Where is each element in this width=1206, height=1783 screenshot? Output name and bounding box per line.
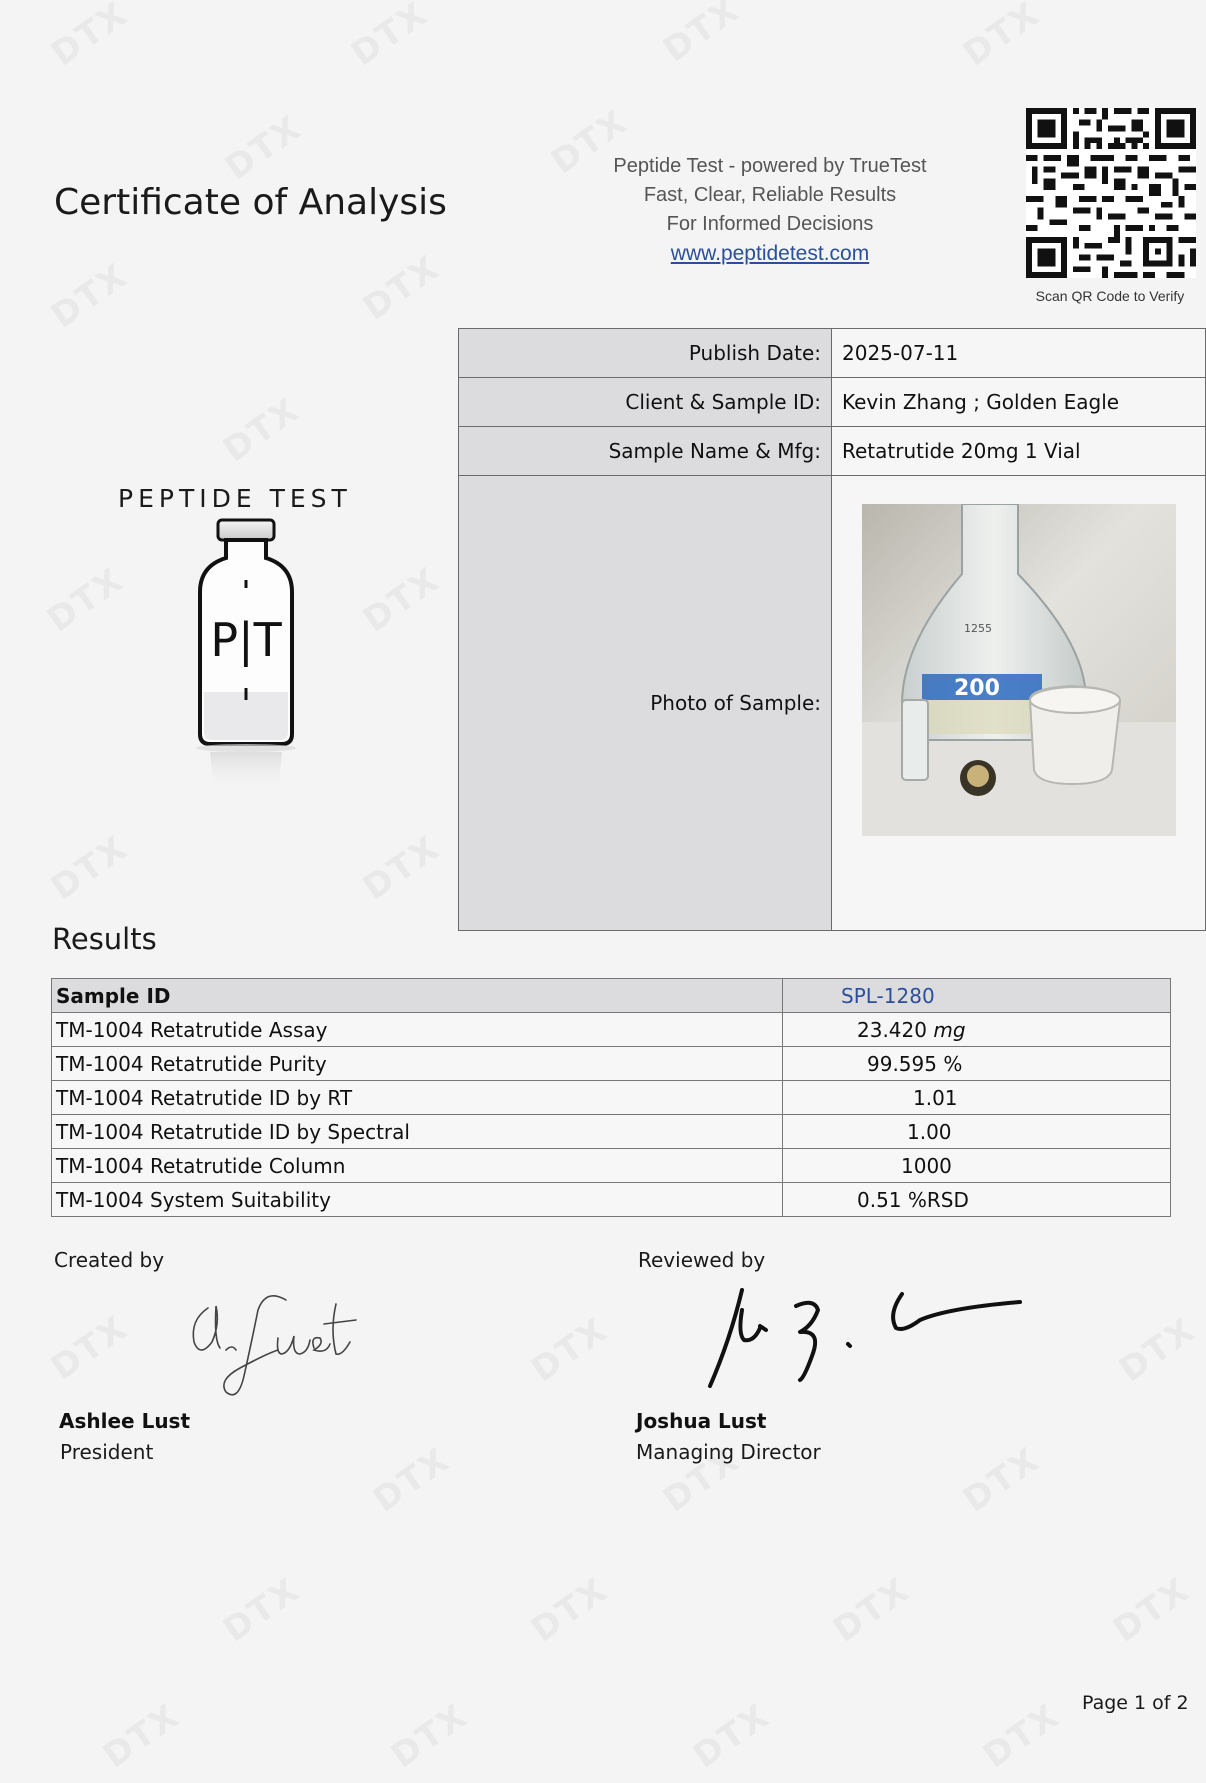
watermark — [366, 1440, 457, 1521]
flask-number: 1255 — [964, 622, 992, 635]
info-label: Client & Sample ID: — [459, 378, 832, 427]
results-header-label: Sample ID — [52, 979, 783, 1013]
watermark — [1112, 1310, 1203, 1391]
test-name: TM-1004 Retatrutide Assay — [52, 1013, 783, 1047]
flask-label: 200 — [954, 676, 1000, 701]
table-row — [52, 1047, 1171, 1081]
watermark — [656, 0, 747, 70]
table-row — [52, 1081, 1171, 1115]
reviewer-signature — [700, 1280, 1030, 1400]
sample-photo-cell — [832, 476, 1206, 931]
test-name: TM-1004 Retatrutide Column — [52, 1149, 783, 1183]
info-value: 2025-07-11 — [832, 329, 1206, 378]
info-value: Retatrutide 20mg 1 Vial — [832, 427, 1206, 476]
watermark — [1106, 1570, 1197, 1651]
watermark — [356, 248, 447, 329]
watermark — [356, 560, 447, 641]
info-row-client — [459, 378, 1206, 427]
watermark — [976, 1696, 1067, 1777]
created-by-label: Created by — [54, 1248, 165, 1272]
results-heading: Results — [52, 922, 157, 956]
watermark — [216, 1570, 307, 1651]
table-row — [52, 1013, 1171, 1047]
reviewer-role: Managing Director — [636, 1440, 821, 1464]
test-name: TM-1004 Retatrutide ID by Spectral — [52, 1115, 783, 1149]
result-unit: mg — [933, 1017, 966, 1042]
sample-info-table — [458, 328, 1206, 931]
reviewed-by-label: Reviewed by — [638, 1248, 766, 1272]
test-result: 99.595 % — [783, 1047, 1171, 1081]
watermark — [96, 1696, 187, 1777]
test-name: TM-1004 System Suitability — [52, 1183, 783, 1217]
vial-icon — [186, 516, 306, 796]
table-row — [52, 1149, 1171, 1183]
test-result — [783, 1013, 1171, 1047]
sample-id-value: SPL-1280 — [783, 979, 1171, 1013]
results-header-row — [52, 979, 1171, 1013]
tagline-line: Fast, Clear, Reliable Results — [643, 184, 897, 206]
table-row — [52, 1183, 1171, 1217]
info-value: Kevin Zhang ; Golden Eagle — [832, 378, 1206, 427]
tagline-line: For Informed Decisions — [666, 213, 874, 235]
watermark — [40, 560, 131, 641]
results-table — [51, 978, 1171, 1217]
watermark — [524, 1310, 615, 1391]
watermark — [44, 828, 135, 909]
watermark — [344, 0, 435, 74]
page-number: Page 1 of 2 — [1082, 1692, 1189, 1714]
info-row-publish-date — [459, 329, 1206, 378]
creator-signature — [186, 1280, 416, 1406]
watermark — [44, 256, 135, 337]
reviewer-name: Joshua Lust — [636, 1409, 767, 1433]
watermark — [384, 1696, 475, 1777]
info-row-photo — [459, 476, 1206, 931]
creator-name: Ashlee Lust — [59, 1409, 191, 1433]
tagline-line: Peptide Test - powered by TrueTest — [613, 155, 927, 177]
watermark — [826, 1570, 917, 1651]
info-label: Sample Name & Mfg: — [459, 427, 832, 476]
watermark — [44, 1308, 135, 1389]
vial-mark: P|T — [210, 613, 282, 667]
test-name: TM-1004 Retatrutide Purity — [52, 1047, 783, 1081]
info-label: Photo of Sample: — [459, 476, 832, 931]
page-title: Certificate of Analysis — [54, 182, 447, 223]
website-link[interactable]: www.peptidetest.com — [670, 242, 870, 265]
brand-logo-text: PEPTIDE TEST — [118, 484, 352, 513]
watermark — [356, 828, 447, 909]
watermark — [686, 1696, 777, 1777]
test-name: TM-1004 Retatrutide ID by RT — [52, 1081, 783, 1115]
test-result: 0.51 %RSD — [783, 1183, 1171, 1217]
header-tagline — [560, 152, 980, 268]
table-row — [52, 1115, 1171, 1149]
watermark — [956, 0, 1047, 74]
creator-role: President — [60, 1440, 154, 1464]
info-row-sample-name — [459, 427, 1206, 476]
info-label: Publish Date: — [459, 329, 832, 378]
result-value: 23.420 — [857, 1017, 927, 1042]
qr-caption: Scan QR Code to Verify — [1035, 288, 1185, 304]
watermark — [216, 390, 307, 471]
watermark — [524, 1570, 615, 1651]
test-result: 1.00 — [783, 1115, 1171, 1149]
test-result: 1.01 — [783, 1081, 1171, 1115]
watermark — [44, 0, 135, 74]
sample-photo — [862, 504, 1176, 836]
watermark — [218, 108, 309, 189]
watermark — [956, 1440, 1047, 1521]
test-result: 1000 — [783, 1149, 1171, 1183]
qr-code-icon[interactable] — [1026, 108, 1196, 278]
